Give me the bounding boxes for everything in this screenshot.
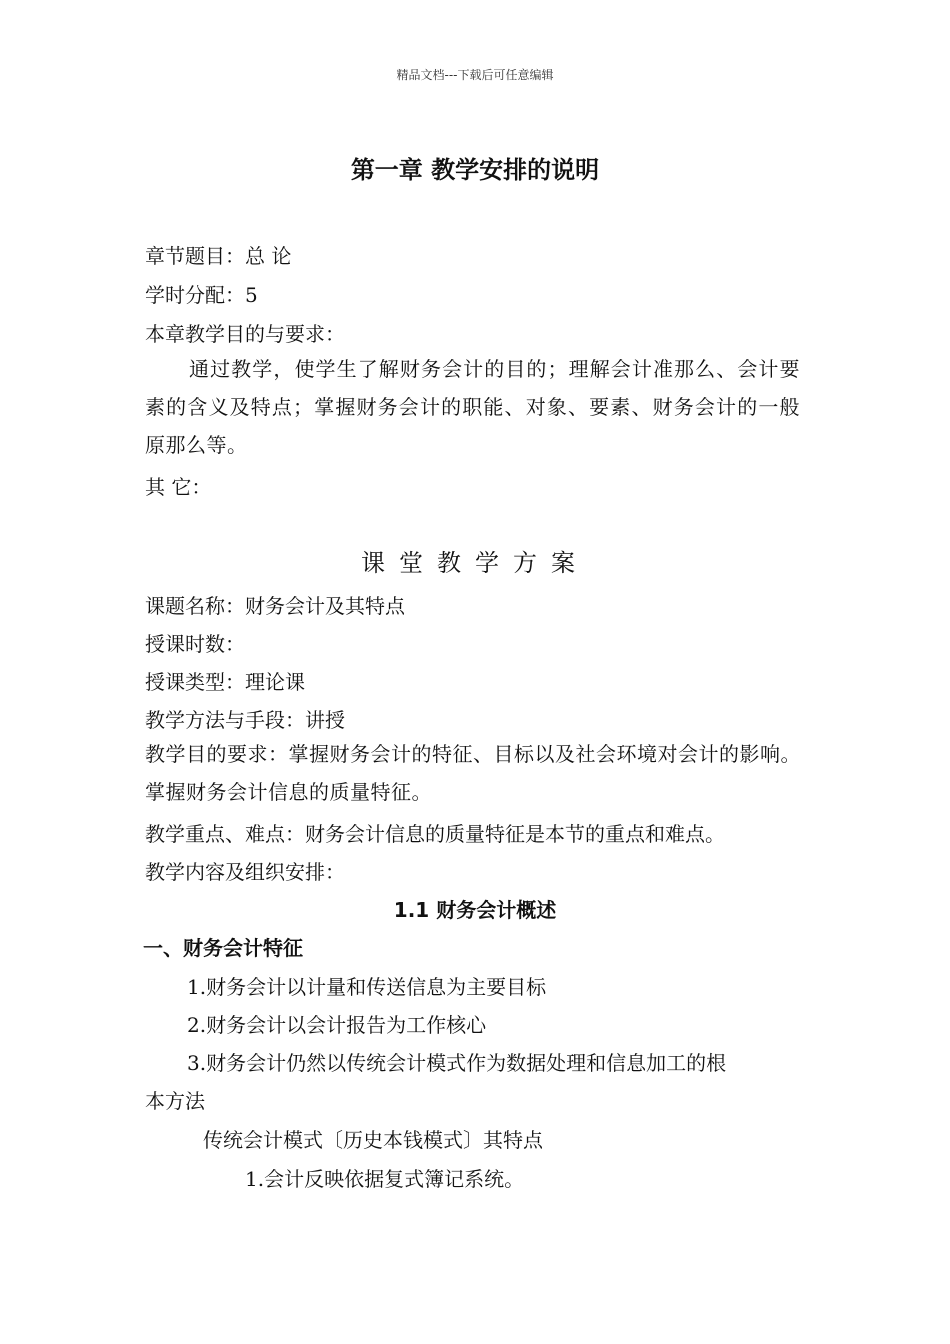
section-item-3-line-1: 3.财务会计仍然以传统会计模式作为数据处理和信息加工的根 [187,1051,727,1075]
chapter-goals-text: 通过教学，使学生了解财务会计的目的；理解会计准那么、会计要素的含义及特点；掌握财务会计的职能、对象、要素、财务会计的一般原那么等。 [145,357,800,457]
chapter-other: 其 它： [145,475,212,499]
plan-content-label: 教学内容及组织安排： [145,860,345,884]
plan-method: 教学方法与手段：讲授 [145,708,345,732]
model-heading: 传统会计模式〔历史本钱模式〕其特点 [203,1128,543,1152]
plan-course-name: 课题名称：财务会计及其特点 [145,594,405,618]
chapter-title: 第一章 教学安排的说明 [350,156,600,184]
section-title: 1.1 财务会计概述 [393,898,557,922]
model-item-1: 1.会计反映依据复式簿记系统。 [245,1167,525,1191]
section-item-1: 1.财务会计以计量和传送信息为主要目标 [187,975,547,999]
plan-class-type: 授课类型：理论课 [145,670,305,694]
subsection-heading: 一、财务会计特征 [143,936,303,960]
plan-class-hours: 授课时数： [145,632,245,656]
plan-key-points: 教学重点、难点：财务会计信息的质量特征是本节的重点和难点。 [145,822,725,846]
chapter-goals-label: 本章教学目的与要求： [145,322,345,346]
chapter-hours: 学时分配：5 [145,283,258,307]
section-item-3-line-2: 本方法 [145,1089,205,1113]
page-header: 精品文档---下载后可任意编辑 [396,68,554,82]
section-item-2: 2.财务会计以会计报告为工作核心 [187,1013,487,1037]
chapter-topic: 章节题目：总 论 [145,244,292,268]
plan-title: 课堂教学方案 [361,549,589,577]
plan-requirements: 教学目的要求：掌握财务会计的特征、目标以及社会环境对会计的影响。掌握财务会计信息的质量特征。 [145,742,801,804]
